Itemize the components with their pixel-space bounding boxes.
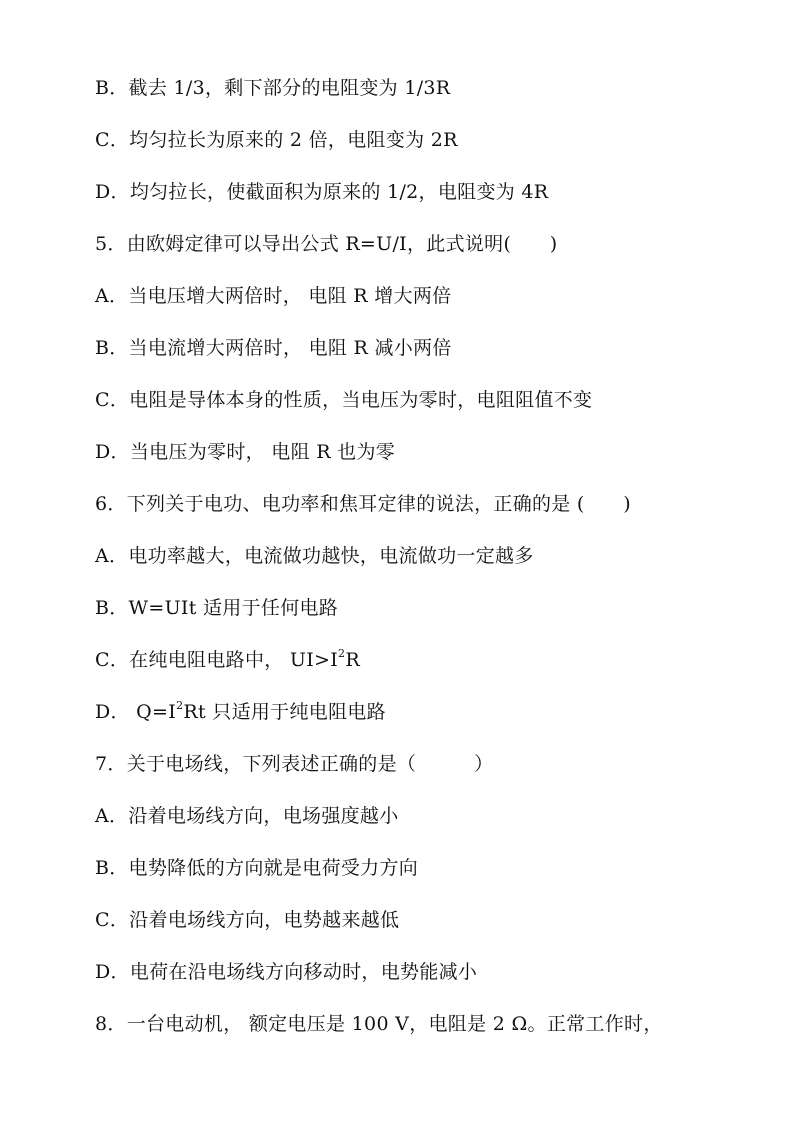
q7-option-c: C．沿着电场线方向，电势越来越低 — [95, 909, 400, 931]
q6-option-d — [95, 700, 755, 724]
q5-option-a: A．当电压增大两倍时， 电阻 R 增大两倍 — [95, 285, 452, 307]
q5-option-d: D．当电压为零时， 电阻 R 也为零 — [95, 441, 396, 463]
q7-option-a: A．沿着电场线方向，电场强度越小 — [95, 805, 399, 827]
q6-option-c — [95, 648, 755, 672]
q6-option-c-prefix: C．在纯电阻电路中， UI>I — [95, 649, 339, 671]
q6-stem: 6．下列关于电功、电功率和焦耳定律的说法，正确的是 ( ) — [95, 493, 631, 515]
q7-option-d: D．电荷在沿电场线方向移动时，电势能减小 — [95, 961, 478, 983]
q4-option-c: C．均匀拉长为原来的 2 倍，电阻变为 2R — [95, 129, 458, 151]
q5-option-b: B．当电流增大两倍时， 电阻 R 减小两倍 — [95, 337, 452, 359]
q7-option-b: B．电势降低的方向就是电荷受力方向 — [95, 857, 419, 879]
q6-option-d-prefix: D． Q=I — [95, 701, 177, 723]
q6-option-c-exponent: 2 — [338, 646, 346, 660]
q6-option-d-exponent: 2 — [176, 698, 184, 712]
q6-option-b: B．W=UIt 适用于任何电路 — [95, 597, 339, 619]
q5-stem: 5．由欧姆定律可以导出公式 R=U/I，此式说明( ) — [95, 233, 558, 255]
q4-option-d: D．均匀拉长，使截面积为原来的 1/2，电阻变为 4R — [95, 181, 549, 203]
q4-option-b: B．截去 1/3，剩下部分的电阻变为 1/3R — [95, 77, 451, 99]
q7-stem: 7．关于电场线，下列表述正确的是（ ） — [95, 753, 494, 775]
q6-option-d-suffix: Rt 只适用于纯电阻电路 — [183, 701, 386, 723]
q5-option-c: C．电阻是导体本身的性质，当电压为零时，电阻阻值不变 — [95, 389, 593, 411]
q6-option-c-suffix: R — [345, 649, 360, 671]
q6-option-a: A．电功率越大，电流做功越快，电流做功一定越多 — [95, 545, 534, 567]
q8-stem: 8．一台电动机， 额定电压是 100 V，电阻是 2 Ω。正常工作时， — [95, 1013, 663, 1035]
